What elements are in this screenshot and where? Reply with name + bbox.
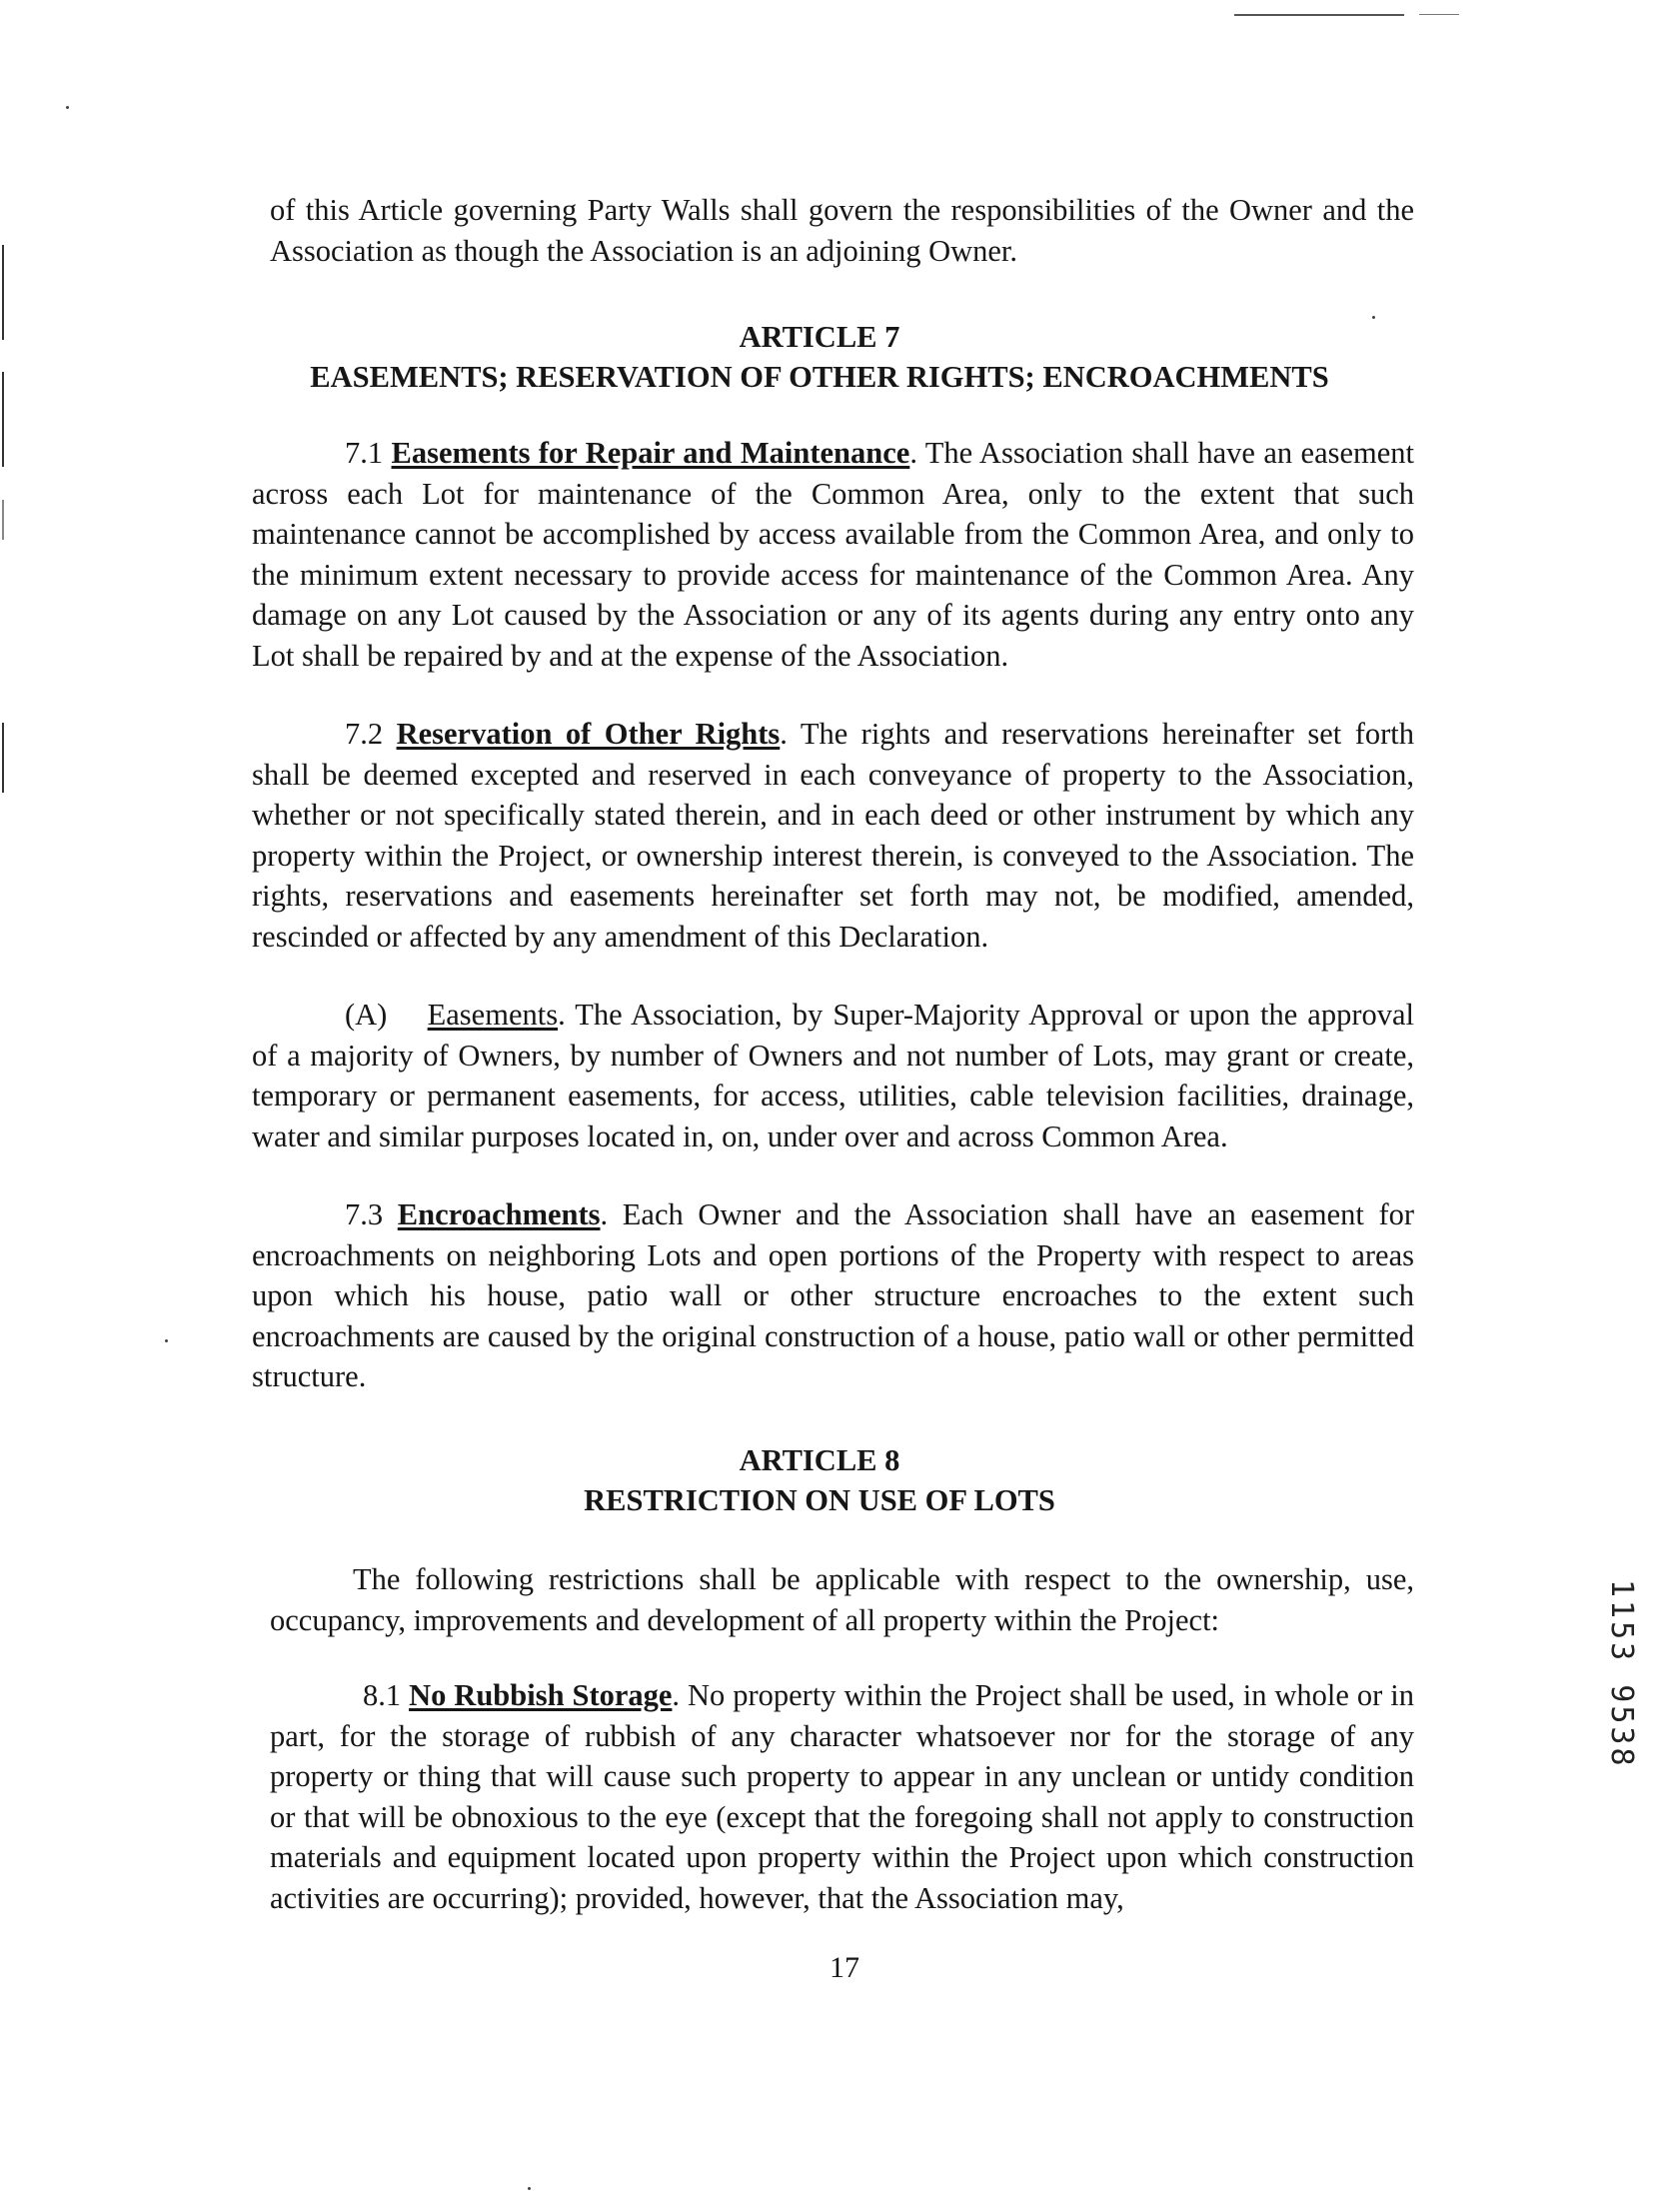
section-7-2-body: The rights and reservations hereinafter set forth shall be deemed excepted and reserved in each conveyance of property to the Association, whether or not specifically stated therein, and in each deed or other instrument by which any property within the Project, or ownership interest therein, is conveyed to the Association. The rights, reservations and easements hereinafter set forth may not, be modified, amended, rescinded or affected by any amendment of this Declaration. (252, 717, 1415, 954)
article-7-title: EASEMENTS; RESERVATION OF OTHER RIGHTS; ENCROACHMENTS (310, 360, 1329, 394)
section-7-3-body: Each Owner and the Association shall have an easement for encroachments on neighboring Lots and open portions of the Property with respect to areas upon which his house, patio wall or other structure encroaches to the extent such encroachments are caused by the original construction of a house, patio wall or other permitted structure. (252, 1197, 1415, 1393)
section-8-1: 8.1 No Rubbish Storage. No property within the Project shall be used, in whole or in part, for the storage of rubbish of any character whatsoever nor for the storage of any property or thing that will cause such property to appear in any unclean or untidy condition or that will be obnoxious to the eye (except that the foregoing shall not apply to construction materials and equipment located upon property within the Project upon which construction activities are occurring); provided, however, that the Association may, (270, 1678, 1414, 1915)
page-number: 17 (830, 1951, 859, 1984)
section-8-1-number: 8.1 (363, 1678, 402, 1712)
article-7-number: ARTICLE 7 (739, 320, 900, 354)
scan-edge-mark (2, 245, 4, 340)
section-8-1-body: No property within the Project shall be used, in whole or in part, for the storage of rubbish of any character whatsoever nor for the storage of any property or thing that will cause such property to appear in any unclean or untidy condition or that will be obnoxious to the eye (except that the foregoing shall not apply to construction materials and equipment located upon property within the Project upon which construction activities are occurring); provided, however, that the Association may, (270, 1678, 1414, 1915)
section-7-3-number: 7.3 (345, 1197, 384, 1231)
section-7-2-number: 7.2 (345, 717, 384, 751)
section-7-2: 7.2 Reservation of Other Rights. The rights and reservations hereinafter set forth shall be deemed excepted and reserved in each conveyance of property to the Association, whether or not specifically stated therein, and in each deed or other instrument by which any property within the Project, or ownership interest therein, is conveyed to the Association. The rights, reservations and easements hereinafter set forth may not, be modified, amended, rescinded or affected by any amendment of this Declaration. (252, 717, 1415, 954)
scan-edge-mark (2, 500, 4, 540)
section-7-2-a-label: (A) (345, 998, 388, 1032)
article-8-intro: The following restrictions shall be applicable with respect to the ownership, use, occupancy, improvements and development of all property within the Project: (270, 1562, 1414, 1637)
section-7-3-heading: Encroachments (397, 1197, 601, 1231)
scan-edge-mark (1234, 14, 1404, 16)
scan-dot (165, 1339, 168, 1342)
scan-edge-mark (2, 723, 4, 793)
section-7-3: 7.3 Encroachments. Each Owner and the Association shall have an easement for encroachments on neighboring Lots and open portions of the Property with respect to areas upon which his house, patio wall or other structure encroaches to the extent such encroachments are caused by the original construction of a house, patio wall or other permitted structure. (252, 1197, 1415, 1393)
section-7-1: 7.1 Easements for Repair and Maintenance. The Association shall have an easement across each Lot for maintenance of the Common Area, only to the extent that such maintenance cannot be accomplished by access available from the Common Area, and only to the minimum extent necessary to provide access for maintenance of the Common Area. Any damage on any Lot caused by the Association or any of its agents during any entry onto any Lot shall be repaired by and at the expense of the Association. (252, 436, 1415, 673)
section-7-2-a: (A) Easements. The Association, by Super-Majority Approval or upon the approval of a majority of Owners, by number of Owners and not number of Lots, may grant or create, temporary or permanent easements, for access, utilities, cable television facilities, drainage, water and similar purposes located in, on, under over and across Common Area. (252, 998, 1415, 1153)
section-7-1-number: 7.1 (345, 436, 384, 470)
article-8-number: ARTICLE 8 (739, 1443, 900, 1477)
scan-edge-mark (1419, 14, 1459, 15)
article-8-title: RESTRICTION ON USE OF LOTS (584, 1483, 1055, 1517)
scan-edge-mark (2, 372, 4, 467)
scan-dot (528, 2187, 531, 2190)
continuation-paragraph: of this Article governing Party Walls shall govern the responsibilities of the Owner and the Association as though the Association is an adjoining Owner. (270, 193, 1414, 268)
scan-dot (66, 106, 69, 109)
section-7-1-heading: Easements for Repair and Maintenance (391, 436, 910, 470)
section-8-1-heading: No Rubbish Storage (409, 1678, 673, 1712)
section-7-2-heading: Reservation of Other Rights (396, 717, 781, 751)
section-7-2-a-body: The Association, by Super-Majority Approval or upon the approval of a majority of Owners, by number of Owners and not number of Lots, may grant or create, temporary or permanent easements, for access, utilities, cable television facilities, drainage, water and similar purposes located in, on, under over and across Common Area. (252, 998, 1415, 1153)
section-7-1-body: The Association shall have an easement across each Lot for maintenance of the Common Area, only to the extent that such maintenance cannot be accomplished by access available from the Common Area, and only to the minimum extent necessary to provide access for maintenance of the Common Area. Any damage on any Lot caused by the Association or any of its agents during any entry onto any Lot shall be repaired by and at the expense of the Association. (252, 436, 1415, 673)
recording-stamp: 1153 9538 (1604, 1579, 1639, 1769)
section-7-2-a-heading: Easements (427, 998, 559, 1032)
